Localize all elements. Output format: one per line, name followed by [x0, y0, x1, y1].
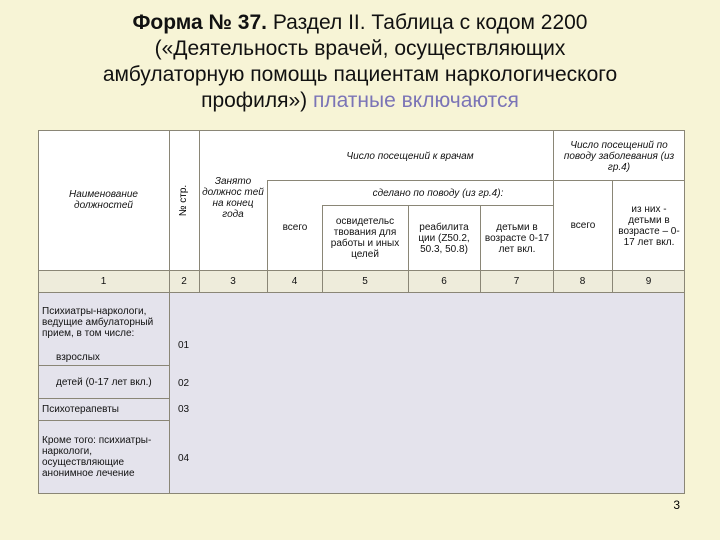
- header-visits-disease: Число посещений по поводу заболевания (из гр.4): [563, 139, 675, 173]
- row-line: [38, 292, 685, 293]
- col-number: 6: [441, 275, 447, 287]
- col-number: 9: [645, 275, 652, 287]
- title-highlight: платные включаются: [307, 89, 519, 112]
- title-line3: амбулаторную помощь пациентам наркологического: [102, 63, 618, 86]
- row-code: 01: [178, 339, 190, 351]
- col-number: 8: [579, 275, 586, 287]
- col-number: 4: [291, 275, 298, 287]
- header-position-name: Наименование должностей: [68, 189, 138, 211]
- title-line2: («Деятельность врачей, осуществляющих: [154, 37, 566, 60]
- title-prefix: Форма № 37.: [132, 11, 267, 34]
- row-code: 03: [178, 403, 190, 415]
- col-number: 1: [100, 275, 107, 287]
- row-name: Кроме того: психиатры-наркологи, осуществляющие анонимное лечение: [42, 435, 152, 479]
- col-number: 2: [181, 275, 187, 287]
- header-visits-doctors: Число посещений к врачам: [346, 150, 474, 162]
- header-of-children: из них - детьми в возрасте – 0-17 лет вкл.: [618, 204, 680, 248]
- row-line: [322, 205, 553, 206]
- row-line: [38, 398, 169, 399]
- col-line: [553, 130, 554, 292]
- header-total-2: всего: [570, 219, 596, 231]
- col-number: 7: [513, 275, 520, 287]
- col-number: 3: [230, 275, 236, 287]
- row-code: 04: [178, 452, 190, 464]
- row-line: [267, 180, 553, 181]
- header-rehab: реабилита ции (Z50.2, 50.3, 50.8): [418, 221, 470, 255]
- row-name: Психиатры-наркологи, ведущие амбулаторный прием, в том числе:: [42, 305, 154, 339]
- header-row-no: № стр.: [178, 184, 190, 216]
- page-number: 3: [673, 498, 680, 512]
- header-children: детьми в возрасте 0-17 лет вкл.: [484, 221, 550, 255]
- header-total: всего: [282, 221, 308, 233]
- row-line: [38, 420, 169, 421]
- row-sub: взрослых: [56, 351, 100, 363]
- row-line: [38, 365, 169, 366]
- col-number: 5: [362, 275, 368, 287]
- row-code: 02: [178, 377, 190, 389]
- title-line4: профиля»): [201, 89, 308, 112]
- col-line: [199, 130, 200, 292]
- row-name: Психотерапевты: [42, 403, 119, 415]
- header-occupied: Занято должнос тей на конец года: [202, 176, 264, 220]
- row-name: детей (0-17 лет вкл.): [56, 376, 152, 388]
- header-done-for: сделано по поводу (из гр.4):: [372, 187, 504, 199]
- row-line: [553, 180, 685, 181]
- title-line1: Раздел II. Таблица с кодом 2200: [267, 11, 588, 34]
- header-exam: освидетельс твования для работы и иных целей: [330, 216, 400, 260]
